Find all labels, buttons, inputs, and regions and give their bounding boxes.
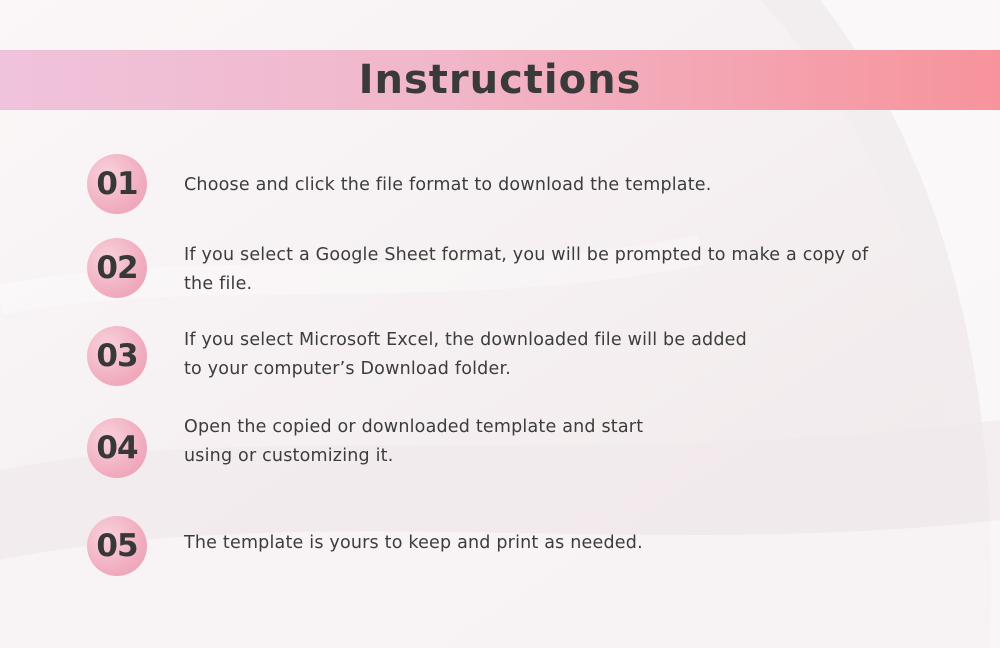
step-badge — [87, 326, 147, 386]
step-number: 04 — [96, 430, 138, 466]
step-text: Choose and click the file format to download the template. — [184, 175, 712, 195]
step-number: 02 — [96, 250, 138, 286]
step-text: If you select Microsoft Excel, the downloaded file will be added to your computer’s Download folder. — [184, 330, 747, 379]
step-text: The template is yours to keep and print as needed. — [184, 533, 643, 553]
step-badge — [87, 418, 147, 478]
step-badge — [87, 154, 147, 214]
step-number: 05 — [96, 528, 138, 564]
step-text: Open the copied or downloaded template and start using or customizing it. — [184, 417, 644, 466]
page-title: Instructions — [358, 57, 642, 103]
step-number: 03 — [96, 338, 138, 374]
step-number: 01 — [96, 166, 138, 202]
step-badge — [87, 238, 147, 298]
step-text: If you select a Google Sheet format, you will be prompted to make a copy of the file. — [184, 245, 869, 294]
step-badge — [87, 516, 147, 576]
